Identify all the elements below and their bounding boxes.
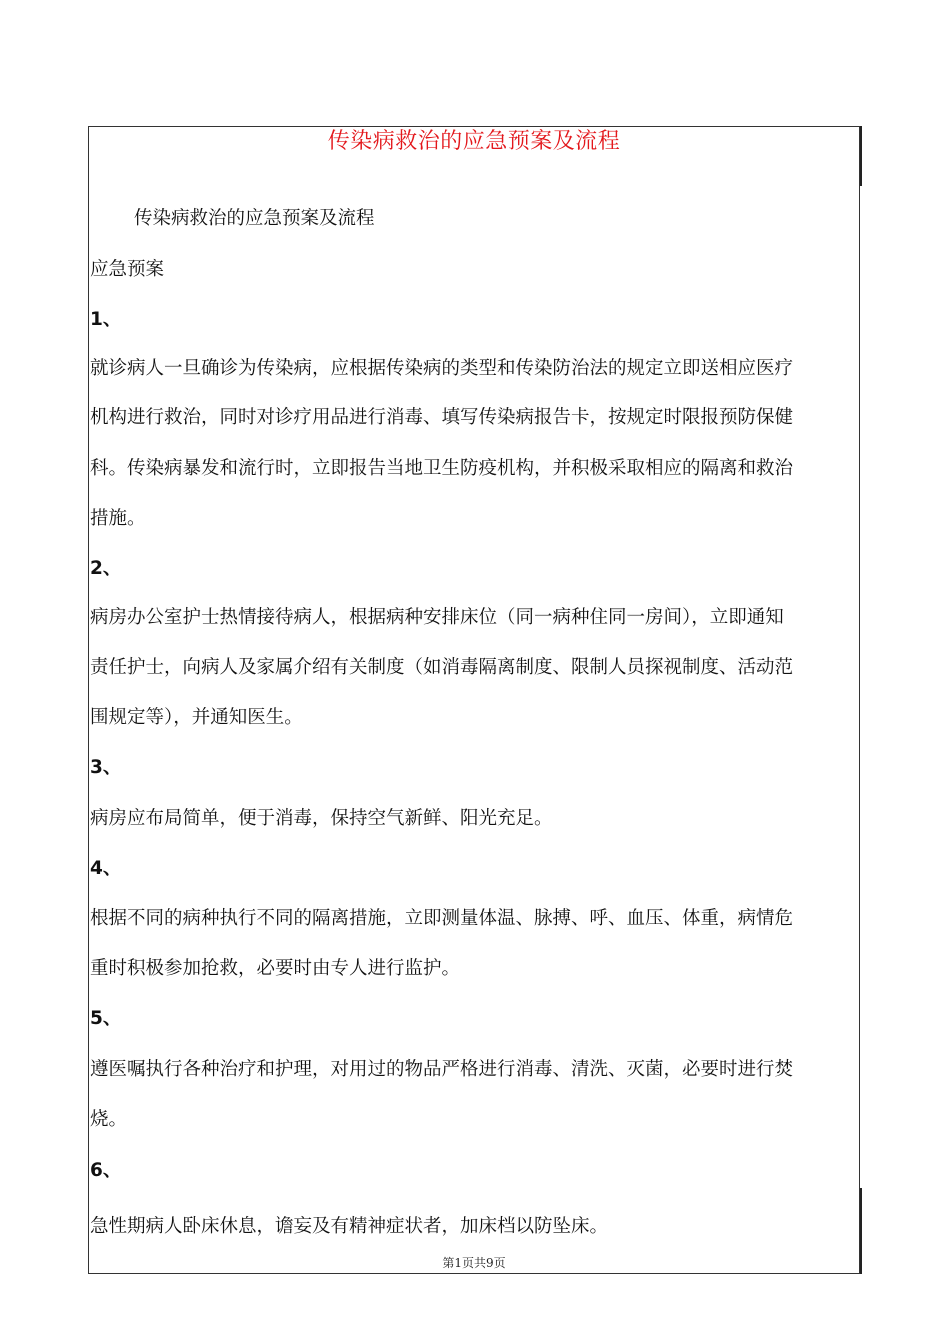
paragraph-line: 就诊病人一旦确诊为传染病，应根据传染病的类型和传染防治法的规定立即送相应医疗 xyxy=(90,358,794,379)
item-number: 5、 xyxy=(90,1008,122,1029)
frame-edge-mark-bottom xyxy=(860,1188,862,1274)
paragraph-line: 病房应布局简单，便于消毒，保持空气新鲜、阳光充足。 xyxy=(90,808,553,829)
paragraph-line: 科。传染病暴发和流行时，立即报告当地卫生防疫机构，并积极采取相应的隔离和救治 xyxy=(90,458,794,479)
frame-edge-mark-top xyxy=(860,126,862,186)
document-subtitle: 传染病救治的应急预案及流程 xyxy=(134,208,375,229)
paragraph-line: 责任护士，向病人及家属介绍有关制度（如消毒隔离制度、限制人员探视制度、活动范 xyxy=(90,657,794,678)
paragraph-line: 遵医嘱执行各种治疗和护理，对用过的物品严格进行消毒、清洗、灭菌，必要时进行焚 xyxy=(90,1059,794,1080)
item-number: 3、 xyxy=(90,757,122,778)
item-number: 4、 xyxy=(90,858,122,879)
item-number: 6、 xyxy=(90,1160,122,1181)
section-heading: 应急预案 xyxy=(90,259,165,280)
paragraph-line: 机构进行救治，同时对诊疗用品进行消毒、填写传染病报告卡，按规定时限报预防保健 xyxy=(90,407,794,428)
document-frame xyxy=(88,126,860,1274)
paragraph-line: 重时积极参加抢救，必要时由专人进行监护。 xyxy=(90,958,461,979)
paragraph-line: 根据不同的病种执行不同的隔离措施，立即测量体温、脉搏、呼、血压、体重，病情危 xyxy=(90,908,794,929)
paragraph-line: 围规定等），并通知医生。 xyxy=(90,707,303,728)
item-number: 2、 xyxy=(90,558,122,579)
page-number-footer: 第1页共9页 xyxy=(442,1256,506,1270)
paragraph-line: 烧。 xyxy=(90,1109,128,1130)
document-title: 传染病救治的应急预案及流程 xyxy=(327,129,621,154)
item-number: 1、 xyxy=(90,309,122,330)
paragraph-line: 急性期病人卧床休息，谵妄及有精神症状者，加床档以防坠床。 xyxy=(90,1216,609,1237)
paragraph-line: 病房办公室护士热情接待病人，根据病种安排床位（同一病种住同一房间），立即通知 xyxy=(90,607,784,628)
paragraph-line: 措施。 xyxy=(90,508,146,529)
